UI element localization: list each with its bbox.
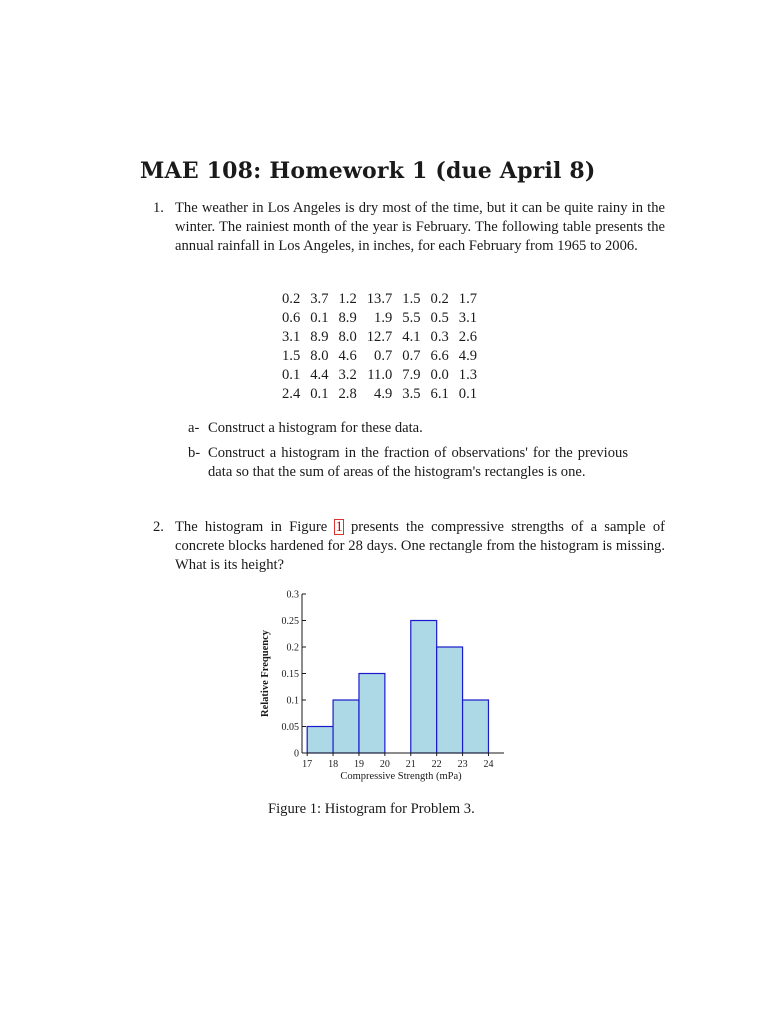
- histogram-bar: [307, 727, 333, 754]
- y-axis-label: Relative Frequency: [260, 630, 271, 717]
- y-tick-label: 0.25: [281, 616, 299, 627]
- table-cell: 8.9: [338, 310, 357, 326]
- table-cell: 4.9: [374, 386, 393, 402]
- rainfall-table: [282, 290, 477, 404]
- table-cell: 7.9: [402, 367, 421, 383]
- x-tick-label: 24: [483, 759, 494, 770]
- table-cell: 0.1: [282, 367, 301, 383]
- table-cell: 0.5: [430, 310, 449, 326]
- table-cell: 2.4: [282, 386, 301, 402]
- histogram-bar: [437, 647, 463, 753]
- table-cell: 4.9: [458, 348, 478, 364]
- table-cell: 3.1: [458, 310, 478, 326]
- part-text: Construct a histogram in the fraction of observations' for the previous data so that the sum of areas of the histogram's rectangles is one.: [208, 445, 628, 480]
- table-cell: 0.6: [282, 310, 301, 326]
- y-tick-label: 0.1: [286, 695, 299, 707]
- table-row: [282, 366, 477, 385]
- part-b: [188, 444, 628, 482]
- table-cell: 1.2: [338, 291, 357, 307]
- table-cell: 0.1: [458, 386, 478, 402]
- table-cell: 6.6: [430, 348, 449, 364]
- problem-text: [175, 518, 665, 575]
- table-cell: 1.9: [374, 310, 393, 326]
- x-tick-label: 18: [328, 759, 339, 770]
- table-cell: 0.1: [310, 386, 329, 402]
- part-label: b-: [188, 445, 201, 461]
- table-cell: 12.7: [366, 329, 393, 345]
- table-cell: 1.5: [282, 348, 301, 364]
- table-cell: 2.6: [458, 329, 478, 345]
- y-tick-label: 0: [294, 748, 299, 760]
- x-tick-label: 21: [405, 759, 416, 770]
- table-cell: 1.5: [402, 291, 421, 307]
- table-cell: 3.1: [282, 329, 301, 345]
- x-tick-label: 23: [457, 759, 468, 770]
- x-tick-label: 20: [379, 759, 390, 770]
- table-cell: 3.7: [310, 291, 329, 307]
- problem-number: 1.: [153, 200, 164, 216]
- table-row: [282, 328, 477, 347]
- table-cell: 0.3: [430, 329, 449, 345]
- table-cell: 0.2: [430, 291, 449, 307]
- table-cell: 4.6: [338, 348, 357, 364]
- table-cell: 3.2: [338, 367, 357, 383]
- table-row: [282, 347, 477, 366]
- histogram-bar: [333, 700, 359, 753]
- y-tick-label: 0.15: [281, 669, 299, 680]
- problem-text-start: The histogram in Figure: [175, 519, 335, 535]
- table-cell: 0.7: [374, 348, 393, 364]
- x-axis-label: Compressive Strength (mPa): [340, 771, 462, 782]
- histogram-bar: [463, 700, 489, 753]
- table-cell: 8.9: [310, 329, 329, 345]
- part-text: Construct a histogram for these data.: [208, 420, 423, 436]
- problem-text: The weather in Los Angeles is dry most of the time, but it can be quite rainy in the winter. The rainiest month of the year is February. The following table presents the annual rainfall in Los Angeles, in inches, for each February from 1965 to 2006.: [175, 200, 665, 254]
- table-row: [282, 290, 477, 309]
- table-cell: 11.0: [367, 367, 393, 383]
- table-cell: 4.1: [402, 329, 421, 345]
- table-row: [282, 309, 477, 328]
- x-tick-label: 17: [302, 759, 313, 770]
- figure-reference-link[interactable]: 1: [335, 519, 343, 535]
- histogram-chart: [250, 585, 520, 790]
- table-cell: 1.3: [458, 367, 478, 383]
- y-tick-label: 0.3: [286, 589, 299, 601]
- histogram-bar: [359, 674, 385, 754]
- table-cell: 0.2: [282, 291, 301, 307]
- x-tick-label: 19: [353, 759, 364, 770]
- table-cell: 4.4: [310, 367, 329, 383]
- problem-number: 2.: [153, 519, 164, 535]
- problem-2: [153, 518, 665, 575]
- table-cell: 8.0: [338, 329, 357, 345]
- part-a: [188, 419, 628, 438]
- part-label: a-: [188, 420, 200, 436]
- table-cell: 0.7: [402, 348, 421, 364]
- problem-text-end: presents the compressive strengths of a sample of concrete blocks hardened for 28 days. One rectangle from the histogram is missing. What is its height?: [175, 519, 665, 573]
- figure-caption: Figure 1: Histogram for Problem 3.: [268, 801, 475, 817]
- table-cell: 0.0: [430, 367, 449, 383]
- table-cell: 6.1: [430, 386, 449, 402]
- page-title: MAE 108: Homework 1 (due April 8): [140, 158, 596, 184]
- table-cell: 13.7: [366, 291, 393, 307]
- table-cell: 3.5: [402, 386, 421, 402]
- table-cell: 8.0: [310, 348, 329, 364]
- y-tick-label: 0.2: [286, 642, 299, 654]
- table-cell: 1.7: [458, 291, 478, 307]
- table-cell: 0.1: [310, 310, 329, 326]
- y-tick-label: 0.05: [281, 722, 299, 733]
- x-tick-label: 22: [431, 759, 442, 770]
- problem-1: [153, 199, 665, 256]
- histogram-bar: [411, 621, 437, 754]
- table-row: [282, 385, 477, 404]
- table-cell: 5.5: [402, 310, 421, 326]
- table-cell: 2.8: [338, 386, 357, 402]
